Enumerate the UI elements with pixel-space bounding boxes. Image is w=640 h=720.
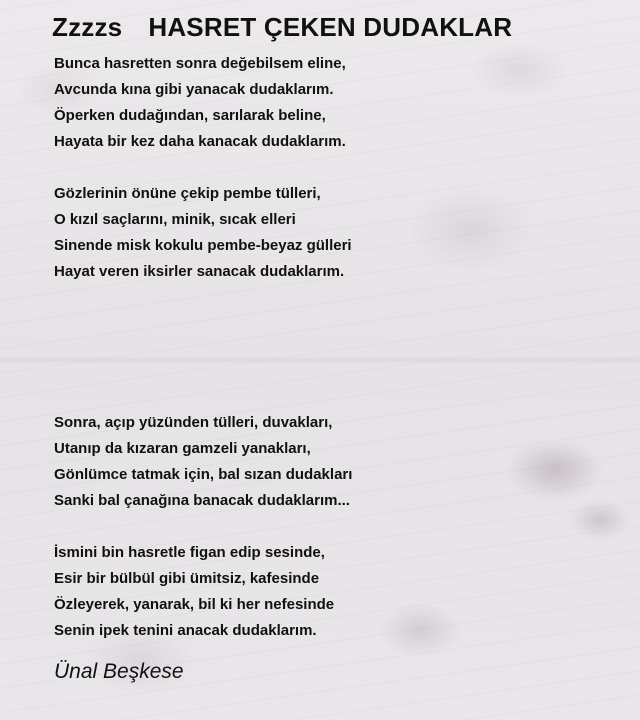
poem-line: Özleyerek, yanarak, bil ki her nefesinde [54, 596, 335, 613]
poem-line: Esir bir bülbül gibi ümitsiz, kafesinde [54, 570, 320, 587]
poem-line: İsmini bin hasretle figan edip sesinde, [54, 544, 325, 561]
stanza-1 [54, 51, 346, 155]
poem-line: Gönlümce tatmak için, bal sızan dudakları [54, 466, 353, 483]
poem-line: Sanki bal çanağına banacak dudaklarım... [54, 492, 350, 509]
poem-line: Utanıp da kızaran gamzeli yanakları, [54, 440, 311, 457]
poem-line: Hayat veren iksirler sanacak dudaklarım. [54, 263, 345, 280]
poem-title-prefix: Zzzzs [52, 12, 123, 42]
stanza-2 [54, 181, 352, 285]
stanza-4 [54, 540, 334, 644]
poem-line: Bunca hasretten sonra değebilsem eline, [54, 55, 346, 72]
poem-line: Gözlerinin önüne çekip pembe tülleri, [54, 185, 321, 202]
poem-line: Avcunda kına gibi yanacak dudaklarım. [54, 81, 334, 98]
poem-title-text: HASRET ÇEKEN DUDAKLAR [148, 12, 513, 42]
poem-line: Sinende misk kokulu pembe-beyaz gülleri [54, 237, 352, 254]
background-seam [0, 356, 640, 364]
poem-line: Senin ipek tenini anacak dudaklarım. [54, 622, 317, 639]
poem-title [52, 12, 512, 42]
poem-line: Sonra, açıp yüzünden tülleri, duvakları, [54, 414, 333, 431]
poem-line: Öperken dudağından, sarılarak beline, [54, 107, 326, 124]
stanza-3 [54, 410, 352, 514]
poem-line: O kızıl saçlarını, minik, sıcak elleri [54, 211, 296, 228]
poem-author: Ünal Beşkese [54, 660, 184, 683]
poem-line: Hayata bir kez daha kanacak dudaklarım. [54, 133, 346, 150]
